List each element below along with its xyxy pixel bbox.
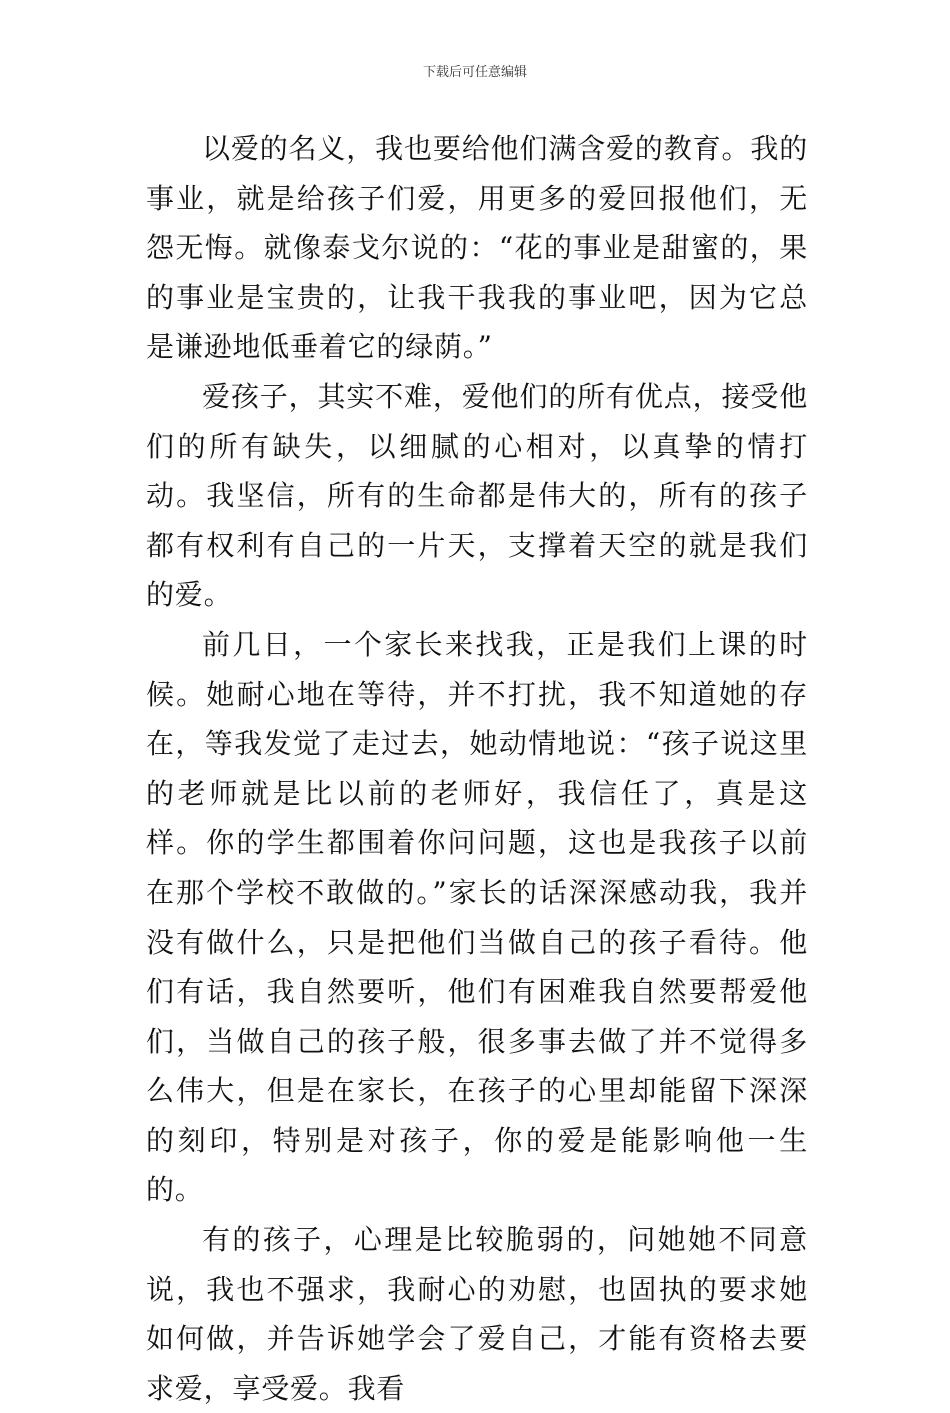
paragraph-2: 爱孩子，其实不难，爱他们的所有优点，接受他们的所有缺失，以细腻的心相对，以真挚的情打动。我坚信，所有的生命都是伟大的，所有的孩子都有权利有自己的一片天，支撑着天空的就是我们的爱。 (146, 379, 808, 612)
page-header: 下载后可任意编辑 (422, 65, 527, 80)
paragraph-1: 以爱的名义，我也要给他们满含爱的教育。我的事业，就是给孩子们爱，用更多的爱回报他们，无怨无悔。就像泰戈尔说的：“花的事业是甜蜜的，果的事业是宝贵的，让我干我我的事业吧，因为它总是谦逊地低垂着它的绿荫。” (146, 132, 808, 364)
document-body (146, 124, 808, 1413)
paragraph-4: 有的孩子，心理是比较脆弱的，问她她不同意说，我也不强求，我耐心的劝慰，也固执的要求她如何做，并告诉她学会了爱自己，才能有资格去要求爱，享受爱。我看 (146, 1223, 808, 1405)
paragraph-3: 前几日，一个家长来找我，正是我们上课的时候。她耐心地在等待，并不打扰，我不知道她的存在，等我发觉了走过去，她动情地说：“孩子说这里的老师就是比以前的老师好，我信任了，真是这样。你的学生都围着你问问题，这也是我孩子以前在那个学校不敢做的。”家长的话深深感动我，我并没有做什么，只是把他们当做自己的孩子看待。他们有话，我自然要听，他们有困难我自然要帮爱他们，当做自己的孩子般，很多事去做了并不觉得多么伟大，但是在家长，在孩子的心里却能留下深深的刻印，特别是对孩子，你的爱是能影响他一生的。 (146, 627, 808, 1207)
